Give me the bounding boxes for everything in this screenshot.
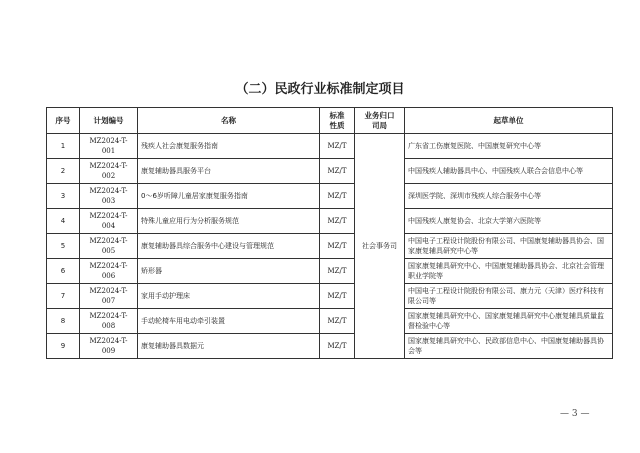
row-unit: 国家康复辅具研究中心、民政部信息中心、中国康复辅助器具协会等 — [405, 334, 613, 359]
row-unit: 中国残疾人辅助器具中心、中国残疾人联合会信息中心等 — [405, 159, 613, 184]
row-name: 康复辅助器具综合服务中心建设与管理规范 — [138, 234, 320, 259]
header-unit: 起草单位 — [405, 108, 613, 134]
table-row — [47, 284, 613, 309]
header-code: 计划编号 — [80, 108, 138, 134]
row-unit: 中国电子工程设计院股份有限公司、康力元（天津）医疗科技有限公司等 — [405, 284, 613, 309]
row-name: 手动轮椅车用电动牵引装置 — [138, 309, 320, 334]
row-name: 家用手动护理床 — [138, 284, 320, 309]
row-nature: MZ/T — [320, 334, 355, 359]
table-row — [47, 334, 613, 359]
row-code: MZ2024-T-002 — [80, 159, 138, 184]
department-cell: 社会事务司 — [355, 134, 405, 359]
table-row — [47, 159, 613, 184]
row-nature: MZ/T — [320, 159, 355, 184]
row-code: MZ2024-T-004 — [80, 209, 138, 234]
row-seq: 5 — [47, 234, 80, 259]
header-dept-line1: 业务归口 — [364, 110, 395, 120]
row-code: MZ2024-T-008 — [80, 309, 138, 334]
table-row — [47, 184, 613, 209]
row-unit: 中国残疾人康复协会、北京大学第六医院等 — [405, 209, 613, 234]
page-number: — 3 — — [560, 409, 590, 419]
table-row — [47, 309, 613, 334]
section-title: （二）民政行业标准制定项目 — [235, 82, 405, 97]
row-unit: 国家康复辅具研究中心、中国康复辅助器具协会、北京社会管理职业学院等 — [405, 259, 613, 284]
row-nature: MZ/T — [320, 309, 355, 334]
header-seq: 序号 — [47, 108, 80, 134]
row-name: 残疾人社会康复服务指南 — [138, 134, 320, 159]
row-name: 矫形器 — [138, 259, 320, 284]
row-nature: MZ/T — [320, 234, 355, 259]
table-row — [47, 234, 613, 259]
row-unit: 广东省工伤康复医院、中国康复研究中心等 — [405, 134, 613, 159]
row-nature: MZ/T — [320, 259, 355, 284]
row-seq: 1 — [47, 134, 80, 159]
header-nature — [320, 108, 355, 134]
row-seq: 3 — [47, 184, 80, 209]
row-seq: 6 — [47, 259, 80, 284]
row-code: MZ2024-T-003 — [80, 184, 138, 209]
row-nature: MZ/T — [320, 284, 355, 309]
row-name: 康复辅助器具数据元 — [138, 334, 320, 359]
row-code: MZ2024-T-009 — [80, 334, 138, 359]
row-unit: 深圳医学院、深圳市残疾人综合服务中心等 — [405, 184, 613, 209]
row-seq: 8 — [47, 309, 80, 334]
row-code: MZ2024-T-001 — [80, 134, 138, 159]
row-seq: 9 — [47, 334, 80, 359]
row-unit: 中国电子工程设计院股份有限公司、中国康复辅助器具协会、国家康复辅具研究中心等 — [405, 234, 613, 259]
header-nature-line1: 标准 — [329, 110, 345, 120]
table-row — [47, 259, 613, 284]
row-name: 0～6岁听障儿童居家康复服务指南 — [138, 184, 320, 209]
table-header-row — [47, 108, 613, 134]
header-nature-line2: 性质 — [329, 120, 345, 130]
header-dept-line2: 司局 — [372, 120, 387, 130]
table-row — [47, 134, 613, 159]
row-name: 特殊儿童应用行为分析服务规范 — [138, 209, 320, 234]
row-seq: 4 — [47, 209, 80, 234]
header-dept — [355, 108, 405, 134]
row-unit: 国家康复辅具研究中心、国家康复辅具研究中心康复辅具质量监督检验中心等 — [405, 309, 613, 334]
row-name: 康复辅助器具服务平台 — [138, 159, 320, 184]
row-seq: 2 — [47, 159, 80, 184]
header-name: 名称 — [138, 108, 320, 134]
row-code: MZ2024-T-005 — [80, 234, 138, 259]
table-row — [47, 209, 613, 234]
row-code: MZ2024-T-006 — [80, 259, 138, 284]
row-seq: 7 — [47, 284, 80, 309]
row-nature: MZ/T — [320, 184, 355, 209]
standards-table — [46, 107, 613, 359]
row-nature: MZ/T — [320, 209, 355, 234]
row-code: MZ2024-T-007 — [80, 284, 138, 309]
row-nature: MZ/T — [320, 134, 355, 159]
